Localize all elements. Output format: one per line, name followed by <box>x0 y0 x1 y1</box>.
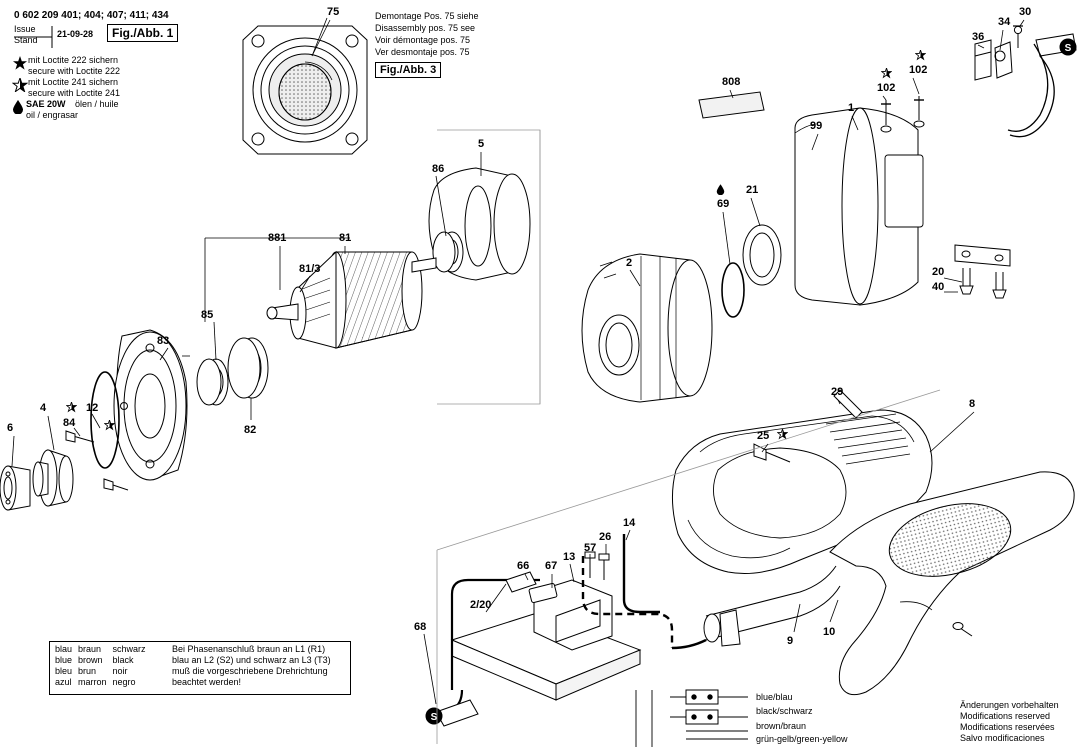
callout-99: 99 <box>810 120 823 132</box>
cell-blau: blau <box>55 644 73 654</box>
cell-schwarz: schwarz <box>112 644 146 654</box>
star-marker-12 <box>104 420 115 431</box>
wire-legend-green-yellow: grün-gelb/green-yellow <box>756 734 848 744</box>
footer-fr: Modifications reservées <box>960 722 1055 732</box>
sae-label: SAE 20W <box>26 99 66 109</box>
callout-808: 808 <box>722 76 741 88</box>
cell-blue: blue <box>55 655 73 665</box>
fig-label-1: Fig./Abb. 1 <box>107 24 178 42</box>
callout-57: 57 <box>584 542 597 554</box>
callout-5: 5 <box>478 138 485 150</box>
collet-6 <box>0 466 30 510</box>
callout-102a: 102 <box>909 64 928 76</box>
collet-nut-4 <box>33 450 73 506</box>
callout-84: 84 <box>63 417 76 429</box>
bearing-86 <box>433 232 463 272</box>
callout-40: 40 <box>932 281 945 293</box>
table-row <box>55 655 152 666</box>
cell-brown: brown <box>78 655 103 665</box>
plate-808 <box>699 92 764 118</box>
cell-brun: brun <box>78 666 97 676</box>
issue-label-en: Stand <box>14 35 38 45</box>
motor-housing-99 <box>795 108 1010 305</box>
ring-21 <box>722 225 781 317</box>
note-disassembly-en: Disassembly pos. 75 see <box>375 23 476 33</box>
table-row <box>55 666 152 677</box>
bearing-82 <box>228 338 268 398</box>
callout-13: 13 <box>563 551 576 563</box>
callout-2-20: 2/20 <box>470 599 492 611</box>
star-marker-84 <box>66 402 77 413</box>
wire-legend-blue: blue/blau <box>756 692 793 702</box>
callout-30: 30 <box>1019 6 1032 18</box>
table-row <box>55 677 152 688</box>
cell-braun: braun <box>78 644 102 654</box>
note-disassembly-fr: Voir démontage pos. 75 <box>375 35 471 45</box>
issue-label-de: Issue <box>14 24 36 34</box>
wiring-note-line-1: Bei Phasenanschluß braun an L1 (R1) <box>172 644 326 654</box>
footer-es: Salvo modificaciones <box>960 733 1045 743</box>
star-marker-25 <box>777 429 788 440</box>
callout-81: 81 <box>339 232 352 244</box>
callout-25: 25 <box>757 430 770 442</box>
loctite-241-en: secure with Loctite 241 <box>28 88 121 98</box>
loctite-222-de: mit Loctite 222 sichern <box>28 55 119 65</box>
header-part-numbers: 0 602 209 401; 404; 407; 411; 434 <box>14 10 169 21</box>
callout-83: 83 <box>157 335 170 347</box>
callout-68: 68 <box>414 621 427 633</box>
armature-81 <box>267 252 436 348</box>
issue-date: 21-09-28 <box>57 29 94 39</box>
callout-69: 69 <box>717 198 730 210</box>
footer-de: Änderungen vorbehalten <box>960 700 1059 710</box>
callout-26: 26 <box>599 531 612 543</box>
callout-881: 881 <box>268 232 287 244</box>
callout-86: 86 <box>432 163 445 175</box>
callout-2: 2 <box>626 257 633 269</box>
note-disassembly-de: Demontage Pos. 75 siehe <box>375 11 479 21</box>
wiring-color-table <box>55 644 152 688</box>
stator-2 <box>582 254 712 402</box>
wiring-note-line-3: muß die vorgeschriebene Drehrichtung <box>172 666 328 676</box>
star-marker-102b <box>915 50 926 61</box>
clamp-assembly <box>975 26 1076 137</box>
callout-10: 10 <box>823 626 836 638</box>
wire-legend-brown: brown/braun <box>756 721 807 731</box>
callout-85: 85 <box>201 309 214 321</box>
loctite-222-en: secure with Loctite 222 <box>28 66 121 76</box>
callout-8: 8 <box>969 398 976 410</box>
svg-text:S: S <box>1064 43 1072 54</box>
oil-marker-69 <box>716 184 725 195</box>
star-marker-102a <box>881 68 892 79</box>
wiring-schematic <box>636 690 748 747</box>
callout-9: 9 <box>787 635 794 647</box>
detail-pos-75 <box>243 18 367 154</box>
callout-75: 75 <box>327 6 340 18</box>
callout-29: 29 <box>831 386 844 398</box>
bearing-85 <box>197 359 228 405</box>
cell-marron: marron <box>78 677 107 687</box>
callout-12: 12 <box>86 402 99 414</box>
callout-81-3: 81/3 <box>299 263 321 275</box>
cell-negro: negro <box>112 677 136 687</box>
svg-text:S: S <box>430 712 438 723</box>
callout-36: 36 <box>972 31 985 43</box>
neck-9 <box>704 566 840 646</box>
callout-34: 34 <box>998 16 1011 28</box>
cell-bleu: bleu <box>55 666 73 676</box>
callout-6: 6 <box>7 422 14 434</box>
callout-67: 67 <box>545 560 558 572</box>
oil-en-es: oil / engrasar <box>26 110 79 120</box>
callout-102b: 102 <box>877 82 896 94</box>
callout-20: 20 <box>932 266 945 278</box>
cell-azul: azul <box>55 677 72 687</box>
callout-1: 1 <box>848 102 855 114</box>
callout-82: 82 <box>244 424 257 436</box>
wiring-note-line-2: blau an L2 (S2) und schwarz an L3 (T3) <box>172 655 331 665</box>
callout-14: 14 <box>623 517 636 529</box>
flange-83 <box>114 330 190 480</box>
loctite-241-de: mit Loctite 241 sichern <box>28 77 119 87</box>
wiring-note-line-4: beachtet werden! <box>172 677 242 687</box>
oil-de-fr: ölen / huile <box>75 99 119 109</box>
note-disassembly-es: Ver desmontaje pos. 75 <box>375 47 470 57</box>
cell-noir: noir <box>112 666 128 676</box>
fig-label-3: Fig./Abb. 3 <box>375 62 441 78</box>
callout-4: 4 <box>40 402 47 414</box>
callout-66: 66 <box>517 560 530 572</box>
wire-legend-black: black/schwarz <box>756 706 813 716</box>
cell-black: black <box>112 655 134 665</box>
footer-en: Modifications reserved <box>960 711 1051 721</box>
table-row <box>55 644 152 655</box>
callout-21: 21 <box>746 184 759 196</box>
